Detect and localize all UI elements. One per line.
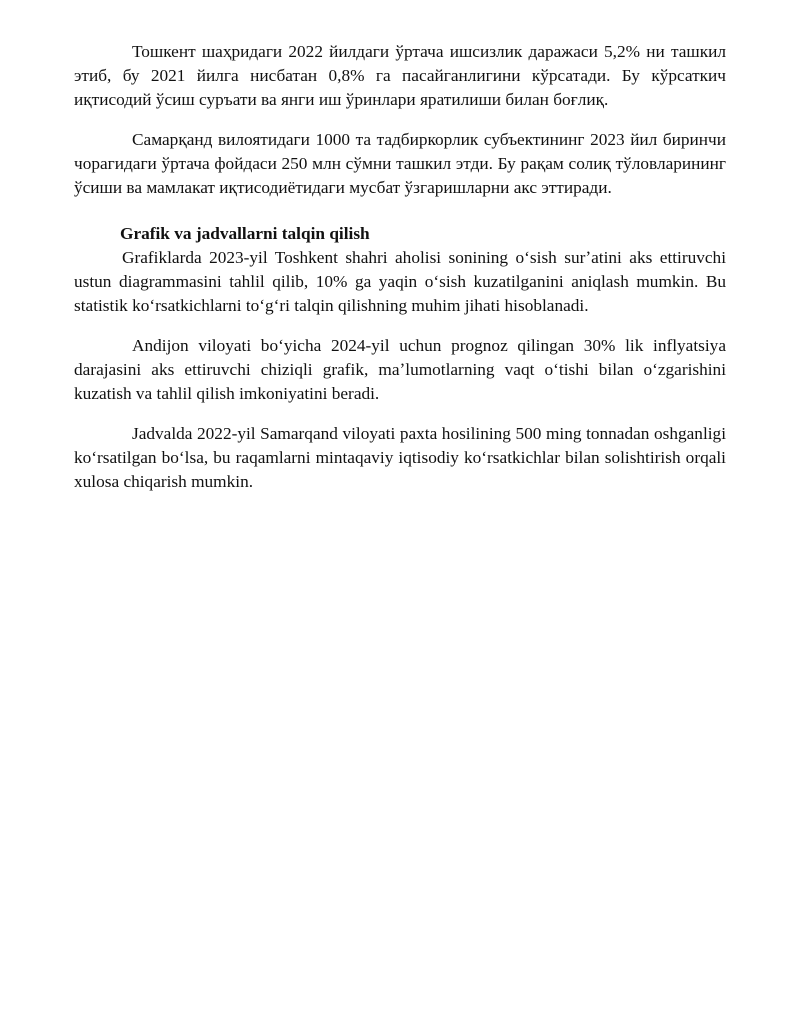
paragraph-andijan-inflation: Andijon viloyati boʻyicha 2024-yil uchun prognoz qilingan 30% lik inflyatsiya darajasini aks ettiruvchi chiziqli grafik, maʼlumotlarning vaqt oʻtishi bilan oʻzgarishini kuzatish va tahlil qilish imkoniyatini beradi. — [74, 336, 726, 403]
paragraph-samarkand-business: Самарқанд вилоятидаги 1000 та тадбиркорлик субъектининг 2023 йил биринчи чорагидаги ўртача фойдаси 250 млн сўмни ташкил этди. Бу рақам солиқ тўловларининг ўсиши ва мамлакат иқтисодиётидаги мусбат ўзгаришларни акс эттиради. — [74, 130, 726, 197]
paragraph-samarkand-cotton: Jadvalda 2022-yil Samarqand viloyati paxta hosilining 500 ming tonnadan oshganligi koʻrsatilgan boʻlsa, bu raqamlarni mintaqaviy iqtisodiy koʻrsatkichlar bilan solishtirish orqali xulosa chiqarish mumkin. — [74, 424, 726, 491]
section-heading: Grafik va jadvallarni talqin qilish — [120, 224, 370, 243]
paragraph-tashkent-population-chart: Grafiklarda 2023-yil Toshkent shahri aholisi sonining oʻsish surʼatini aks ettiruvchi ustun diagrammasini tahlil qilib, 10% ga yaqin oʻsish kuzatilganini aniqlash mumkin. Bu statistik koʻrsatkichlarni toʻgʻri talqin qilishning muhim jihati hisoblanadi. — [74, 248, 726, 315]
document-page — [74, 40, 726, 510]
paragraph-tashkent-unemployment: Тошкент шаҳридаги 2022 йилдаги ўртача ишсизлик даражаси 5,2% ни ташкил этиб, бу 2021 йилга нисбатан 0,8% га пасайганлигини кўрсатади. Бу кўрсаткич иқтисодий ўсиш суръати ва янги иш ўринлари яратилиши билан боғлиқ. — [74, 42, 726, 109]
